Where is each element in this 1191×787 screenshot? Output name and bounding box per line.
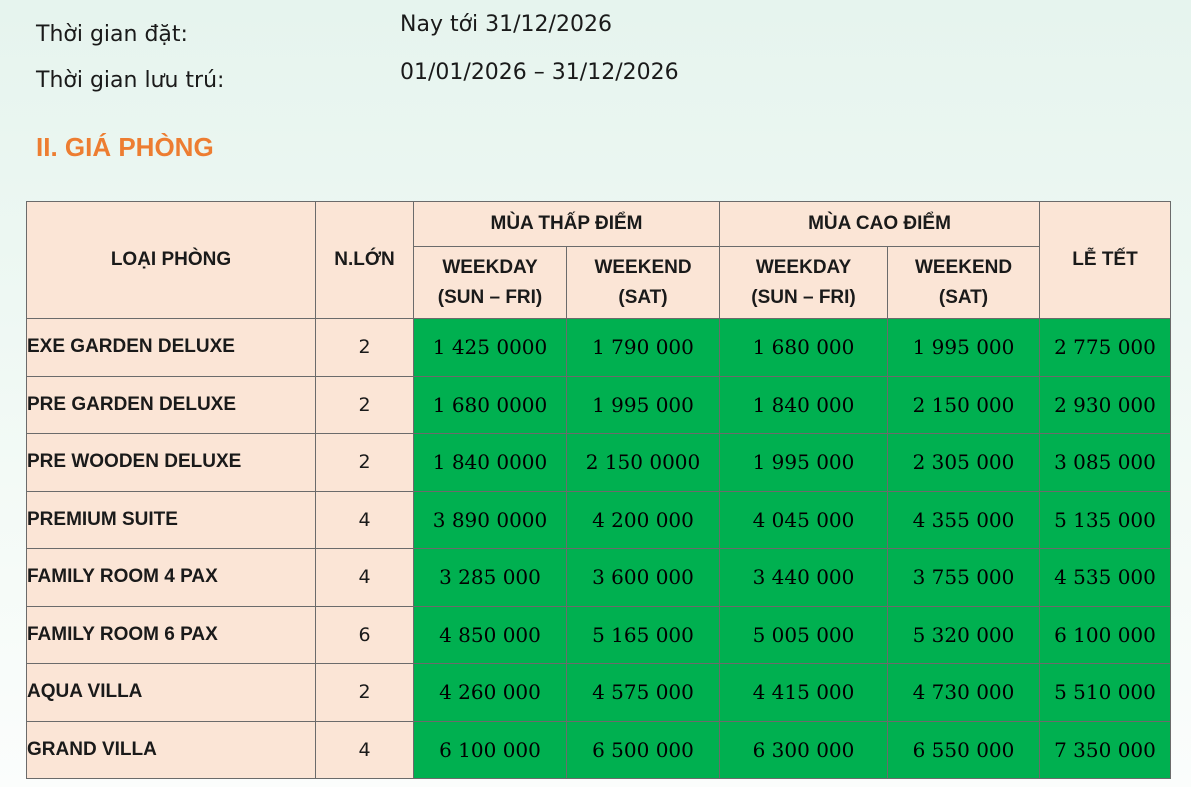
header-row-top <box>27 202 1171 247</box>
adults-cell: 2 <box>316 664 414 722</box>
low-season-weekday-price: 3 890 0000 <box>414 491 567 549</box>
adults-cell: 6 <box>316 606 414 664</box>
holiday-price: 5 135 000 <box>1040 491 1171 549</box>
header-weekend-days: (SAT) <box>618 286 668 308</box>
holiday-price: 5 510 000 <box>1040 664 1171 722</box>
stay-period-value: 01/01/2026 – 31/12/2026 <box>400 60 679 85</box>
room-name-cell: FAMILY ROOM 4 PAX <box>27 549 316 607</box>
high-season-weekday-price: 1 995 000 <box>720 434 888 492</box>
adults-cell: 2 <box>316 434 414 492</box>
room-name-cell: FAMILY ROOM 6 PAX <box>27 606 316 664</box>
low-season-weekend-price: 2 150 0000 <box>567 434 720 492</box>
high-season-weekend-price: 4 355 000 <box>888 491 1040 549</box>
room-name-cell: PRE WOODEN DELUXE <box>27 434 316 492</box>
header-high-weekend <box>888 247 1040 319</box>
adults-cell: 2 <box>316 376 414 434</box>
low-season-weekend-price: 1 790 000 <box>567 319 720 377</box>
header-adults: N.LỚN <box>316 202 414 319</box>
adults-cell: 4 <box>316 721 414 779</box>
table-row <box>27 549 1171 607</box>
low-season-weekday-price: 1 840 0000 <box>414 434 567 492</box>
table-row <box>27 319 1171 377</box>
adults-cell: 4 <box>316 491 414 549</box>
low-season-weekend-price: 5 165 000 <box>567 606 720 664</box>
low-season-weekday-price: 1 425 0000 <box>414 319 567 377</box>
low-season-weekend-price: 3 600 000 <box>567 549 720 607</box>
table-row <box>27 664 1171 722</box>
holiday-price: 3 085 000 <box>1040 434 1171 492</box>
stay-period-label: Thời gian lưu trú: <box>36 68 225 93</box>
high-season-weekday-price: 5 005 000 <box>720 606 888 664</box>
low-season-weekday-price: 1 680 0000 <box>414 376 567 434</box>
header-high-season: MÙA CAO ĐIỂM <box>720 202 1040 247</box>
header-weekday-label: WEEKDAY <box>442 256 538 278</box>
room-name-cell: EXE GARDEN DELUXE <box>27 319 316 377</box>
adults-cell: 2 <box>316 319 414 377</box>
high-season-weekend-price: 3 755 000 <box>888 549 1040 607</box>
header-low-weekend <box>567 247 720 319</box>
high-season-weekday-price: 6 300 000 <box>720 721 888 779</box>
booking-period-value: Nay tới 31/12/2026 <box>400 12 612 37</box>
high-season-weekend-price: 5 320 000 <box>888 606 1040 664</box>
table-row <box>27 491 1171 549</box>
holiday-price: 4 535 000 <box>1040 549 1171 607</box>
booking-period-label: Thời gian đặt: <box>36 22 188 47</box>
low-season-weekday-price: 4 850 000 <box>414 606 567 664</box>
room-name-cell: AQUA VILLA <box>27 664 316 722</box>
room-price-table <box>26 201 1171 779</box>
room-name-cell: PREMIUM SUITE <box>27 491 316 549</box>
header-weekday-days: (SUN – FRI) <box>437 286 543 308</box>
header-weekend-days: (SAT) <box>938 286 989 308</box>
low-season-weekend-price: 4 575 000 <box>567 664 720 722</box>
high-season-weekend-price: 1 995 000 <box>888 319 1040 377</box>
holiday-price: 2 930 000 <box>1040 376 1171 434</box>
high-season-weekday-price: 1 840 000 <box>720 376 888 434</box>
table-row <box>27 434 1171 492</box>
high-season-weekend-price: 6 550 000 <box>888 721 1040 779</box>
high-season-weekend-price: 4 730 000 <box>888 664 1040 722</box>
low-season-weekend-price: 4 200 000 <box>567 491 720 549</box>
low-season-weekday-price: 4 260 000 <box>414 664 567 722</box>
high-season-weekend-price: 2 305 000 <box>888 434 1040 492</box>
section-title: II. GIÁ PHÒNG <box>36 132 214 162</box>
table-row <box>27 721 1171 779</box>
holiday-price: 7 350 000 <box>1040 721 1171 779</box>
header-weekend-label: WEEKEND <box>594 256 692 278</box>
low-season-weekday-price: 3 285 000 <box>414 549 567 607</box>
header-weekday-label: WEEKDAY <box>755 256 852 278</box>
low-season-weekday-price: 6 100 000 <box>414 721 567 779</box>
high-season-weekend-price: 2 150 000 <box>888 376 1040 434</box>
header-low-season: MÙA THẤP ĐIỂM <box>414 202 720 247</box>
header-high-weekday <box>720 247 888 319</box>
high-season-weekday-price: 4 045 000 <box>720 491 888 549</box>
holiday-price: 2 775 000 <box>1040 319 1171 377</box>
low-season-weekend-price: 6 500 000 <box>567 721 720 779</box>
table-row <box>27 376 1171 434</box>
high-season-weekday-price: 1 680 000 <box>720 319 888 377</box>
holiday-price: 6 100 000 <box>1040 606 1171 664</box>
header-room-type: LOẠI PHÒNG <box>27 202 316 319</box>
table-row <box>27 606 1171 664</box>
high-season-weekday-price: 4 415 000 <box>720 664 888 722</box>
room-name-cell: GRAND VILLA <box>27 721 316 779</box>
low-season-weekend-price: 1 995 000 <box>567 376 720 434</box>
header-weekend-label: WEEKEND <box>914 256 1013 278</box>
room-name-cell: PRE GARDEN DELUXE <box>27 376 316 434</box>
high-season-weekday-price: 3 440 000 <box>720 549 888 607</box>
header-weekday-days: (SUN – FRI) <box>751 286 856 308</box>
adults-cell: 4 <box>316 549 414 607</box>
header-holiday: LỄ TẾT <box>1040 202 1171 319</box>
header-low-weekday <box>414 247 567 319</box>
